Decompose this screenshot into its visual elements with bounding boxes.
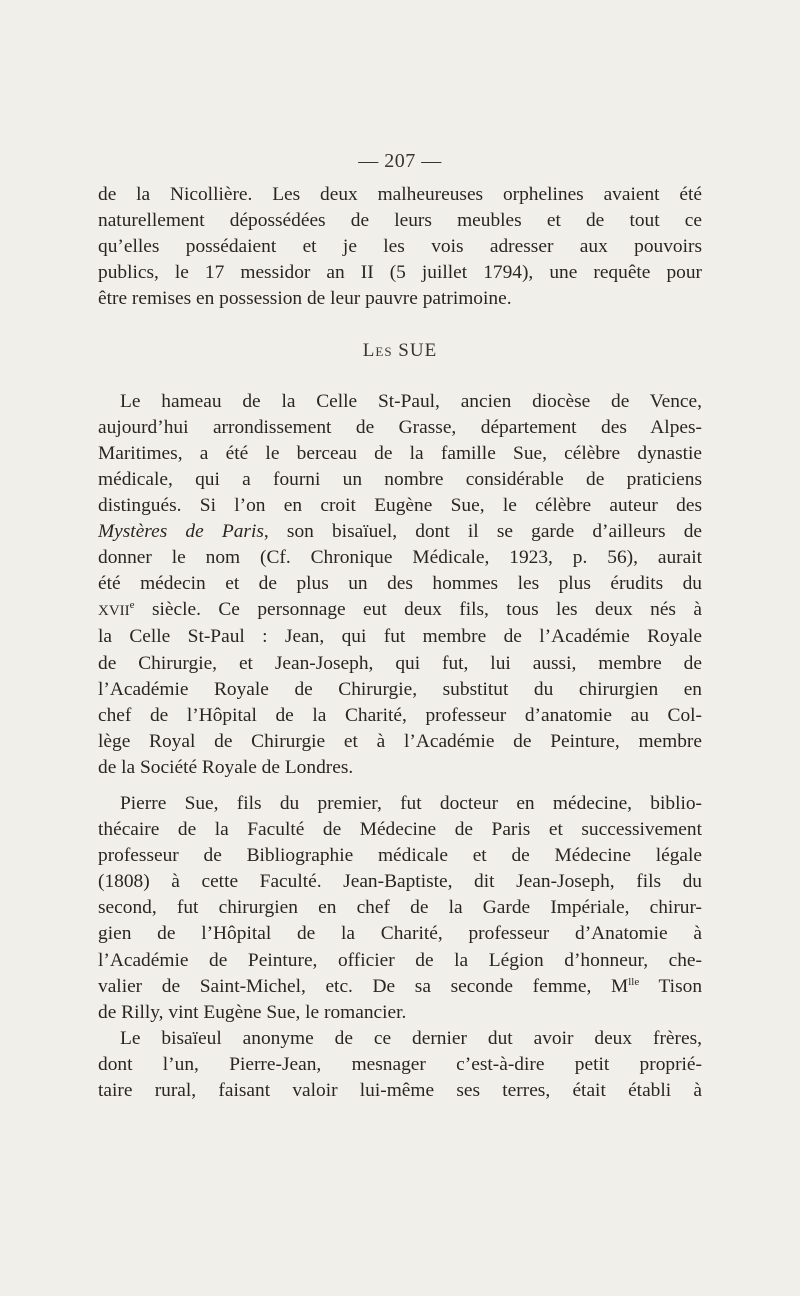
text-line: de la Société Royale de Londres. bbox=[98, 756, 354, 778]
text-line: gien de l’Hôpital de la Charité, professeur d’Anatomie à bbox=[98, 923, 702, 945]
text-line: de Rilly, vint Eugène Sue, le romancier. bbox=[98, 1001, 407, 1023]
paragraph-4 bbox=[98, 1026, 702, 1104]
text-line: chef de l’Hôpital de la Charité, professeur d’anatomie au Col- bbox=[98, 704, 702, 726]
text-line: Le hameau de la Celle St-Paul, ancien diocèse de Vence, bbox=[120, 390, 702, 412]
text-fragment: Tison bbox=[639, 975, 703, 997]
text-line: professeur de Bibliographie médicale et de Médecine légale bbox=[98, 845, 702, 867]
text-line: aujourd’hui arrondissement de Grasse, département des Alpes- bbox=[98, 416, 702, 438]
text-fragment: siècle. Ce personnage eut deux fils, tous les deux nés à bbox=[134, 599, 702, 621]
text-line: la Celle St-Paul : Jean, qui fut membre de l’Académie Royale bbox=[98, 626, 702, 648]
paragraph-1 bbox=[98, 182, 702, 312]
text-line: second, fut chirurgien en chef de la Garde Impériale, chirur- bbox=[98, 897, 702, 919]
page-number: — 207 — bbox=[358, 150, 442, 172]
text-line: l’Académie Royale de Chirurgie, substitut du chirurgien en bbox=[98, 678, 702, 700]
text-line bbox=[98, 597, 702, 624]
text-fragment: , son bisaïuel, dont il se garde d’ailleurs de bbox=[263, 521, 703, 543]
text-line: médicale, qui a fourni un nombre considérable de praticiens bbox=[98, 468, 702, 490]
book-title: Mystères de Paris bbox=[98, 521, 264, 543]
text-line: Pierre Sue, fils du premier, fut docteur en médecine, biblio- bbox=[120, 792, 702, 814]
text-line: Le bisaïeul anonyme de ce dernier dut avoir deux frères, bbox=[120, 1027, 702, 1049]
paragraph-2 bbox=[98, 389, 702, 781]
text-line: donner le nom (Cf. Chronique Médicale, 1923, p. 56), aurait bbox=[98, 547, 702, 569]
paragraph-3 bbox=[98, 791, 702, 1026]
century-numeral: XVII bbox=[98, 603, 130, 620]
section-title-text: Les SUE bbox=[362, 340, 438, 362]
text-line: de la Nicollière. Les deux malheureuses orphelines avaient été bbox=[98, 184, 702, 205]
text-line: distingués. Si l’on en croit Eugène Sue, le célèbre auteur des bbox=[98, 494, 702, 516]
text-line: de Chirurgie, et Jean-Joseph, qui fut, lui aussi, membre de bbox=[98, 652, 702, 674]
text-line bbox=[98, 519, 702, 545]
body-text bbox=[98, 182, 702, 1104]
text-line: qu’elles possédaient et je les vois adresser aux pouvoirs bbox=[98, 236, 702, 258]
section-title bbox=[98, 338, 702, 364]
text-line: thécaire de la Faculté de Médecine de Paris et successivement bbox=[98, 819, 702, 841]
text-line: l’Académie de Peinture, officier de la Légion d’honneur, che- bbox=[98, 949, 702, 971]
text-line: taire rural, faisant valoir lui-même ses terres, était établi à bbox=[98, 1080, 702, 1101]
text-line: publics, le 17 messidor an II (5 juillet 1794), une requête pour bbox=[98, 262, 702, 284]
text-line: été médecin et de plus un des hommes les plus érudits du bbox=[98, 573, 702, 595]
text-line: dont l’un, Pierre-Jean, mesnager c’est-à-dire petit proprié- bbox=[98, 1053, 702, 1075]
text-line: (1808) à cette Faculté. Jean-Baptiste, dit Jean-Joseph, fils du bbox=[98, 871, 702, 893]
text-line: naturellement dépossédées de leurs meubles et de tout ce bbox=[98, 210, 702, 232]
text-line bbox=[98, 974, 702, 1000]
text-line: lège Royal de Chirurgie et à l’Académie de Peinture, membre bbox=[98, 730, 702, 752]
paragraph-gap bbox=[98, 781, 702, 791]
mlle-superscript: lle bbox=[628, 975, 640, 988]
text-line: Maritimes, a été le berceau de la famille Sue, célèbre dynastie bbox=[98, 442, 702, 464]
century-superscript: e bbox=[129, 599, 135, 612]
text-line: être remises en possession de leur pauvre patrimoine. bbox=[98, 288, 512, 310]
text-fragment: valier de Saint-Michel, etc. De sa seconde femme, M bbox=[98, 975, 629, 997]
